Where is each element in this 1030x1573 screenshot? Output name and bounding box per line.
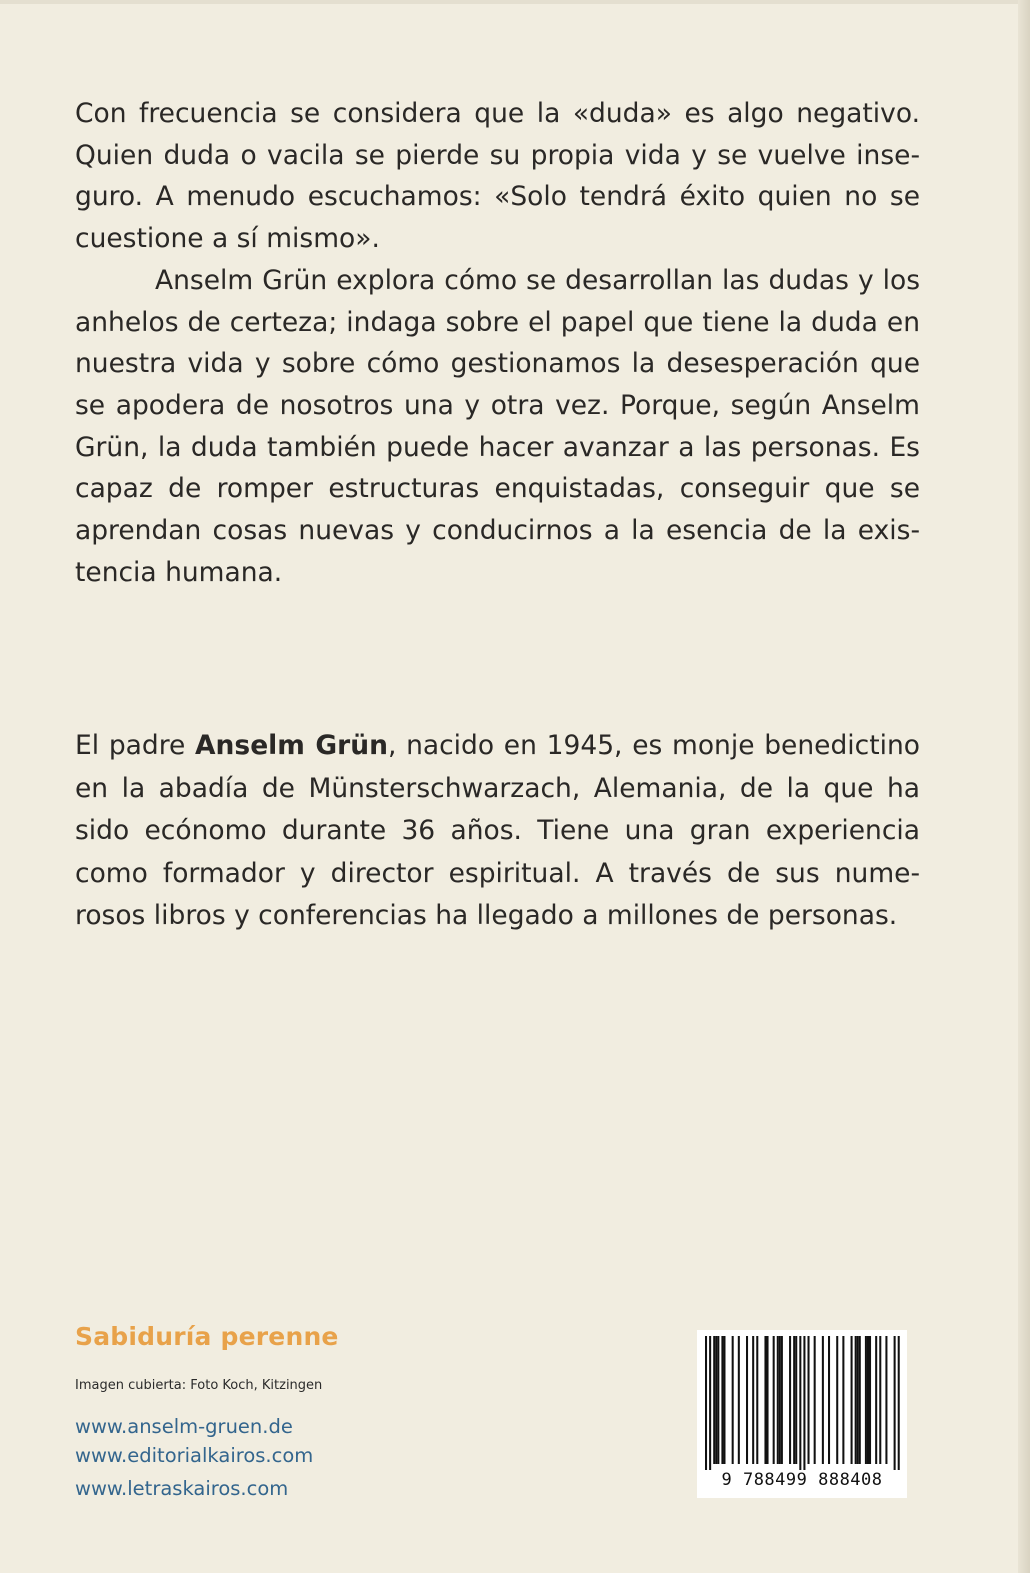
barcode-bar	[803, 1336, 805, 1470]
barcode-bar	[867, 1336, 869, 1464]
barcode-bar	[879, 1336, 881, 1464]
author-name: Anselm Grün	[195, 730, 388, 761]
barcode-bar	[773, 1336, 775, 1464]
link-anselm-gruen[interactable]: www.anselm-gruen.de	[75, 1415, 293, 1438]
barcode-bar	[828, 1336, 830, 1464]
isbn-number: 9 788499 888408	[721, 1470, 883, 1490]
barcode-bar	[851, 1336, 853, 1464]
link-editorial-kairos[interactable]: www.editorialkairos.com	[75, 1444, 314, 1467]
barcode-bar	[746, 1336, 748, 1464]
cover-top-edge	[0, 0, 1030, 4]
barcode-bar	[752, 1336, 754, 1464]
barcode-bar	[808, 1336, 810, 1464]
barcode-bar	[869, 1336, 871, 1464]
barcode-bar	[799, 1336, 801, 1470]
barcode-bar	[814, 1336, 816, 1464]
link-letras-kairos[interactable]: www.letraskairos.com	[75, 1477, 289, 1500]
barcode-bar	[717, 1336, 719, 1464]
barcode-bar	[793, 1336, 795, 1464]
barcode-bar	[713, 1336, 715, 1464]
website-links	[75, 1412, 313, 1503]
barcode-bar	[709, 1336, 711, 1470]
barcode-bar	[789, 1336, 791, 1464]
isbn-barcode	[697, 1330, 907, 1498]
barcode-bar	[738, 1336, 740, 1464]
barcode-bar	[898, 1336, 900, 1470]
barcode-bar	[865, 1336, 867, 1464]
author-prefix: El padre	[75, 730, 196, 761]
barcode-bar	[777, 1336, 779, 1464]
cover-image-credit: Imagen cubierta: Foto Koch, Kitzingen	[75, 1378, 323, 1393]
barcode-bar	[723, 1336, 725, 1464]
barcode-bar	[756, 1336, 758, 1464]
barcode-bar	[842, 1336, 844, 1464]
barcode-bar	[795, 1336, 797, 1464]
barcode-bar	[715, 1336, 717, 1464]
cover-right-edge	[1018, 0, 1030, 1573]
barcode-bar	[822, 1336, 824, 1464]
barcode-bar	[779, 1336, 781, 1464]
barcode-bar	[767, 1336, 769, 1464]
barcode-bar	[721, 1336, 723, 1464]
barcode-bar	[836, 1336, 838, 1464]
collection-name: Sabiduría perenne	[75, 1322, 339, 1351]
barcode-bar	[855, 1336, 857, 1464]
barcode-bar	[875, 1336, 877, 1464]
barcode-bar	[859, 1336, 861, 1464]
book-blurb	[75, 93, 920, 593]
barcode-bar	[764, 1336, 766, 1464]
barcode-bar	[857, 1336, 859, 1464]
author-bio-text	[75, 725, 920, 938]
barcode-bar	[894, 1336, 896, 1470]
barcode-bar	[781, 1336, 783, 1464]
blurb-paragraph-2: Anselm Grün explora cómo se desarrollan las dudas y los anhelos de certeza; indaga sobre el papel que tiene la duda en nuestra vida y sobre cómo gestionamos la desesperación que se apodera de nosotros una y otra vez. Porque, según Anselm Grün, la duda también puede hacer avanzar a las personas. Es capaz de romper estructuras enquistadas, conseguir que se aprendan cosas nuevas y conducirnos a la esencia de la existencia humana.	[75, 264, 920, 588]
barcode-bar	[885, 1336, 887, 1464]
barcode-bars	[697, 1330, 907, 1470]
author-bio	[75, 725, 920, 938]
barcode-bar	[705, 1336, 707, 1470]
blurb-paragraph-1: Con frecuencia se considera que la «duda» es algo negativo. Quien duda o vacila se pierde su propia vida y se vuelve inseguro. A menudo escuchamos: «Solo tendrá éxito quien no se cuestione a sí mismo».	[75, 98, 920, 255]
author-description: , nacido en 1945, es monje benedictino en la abadía de Münsterschwarzach, Alemania, de la que ha sido ecónomo durante 36 años. Tiene una gran experiencia como formador y director espiritual. A través de sus numerosos libros y conferencias ha llegado a millones de personas.	[75, 730, 920, 931]
barcode-bar	[732, 1336, 734, 1464]
